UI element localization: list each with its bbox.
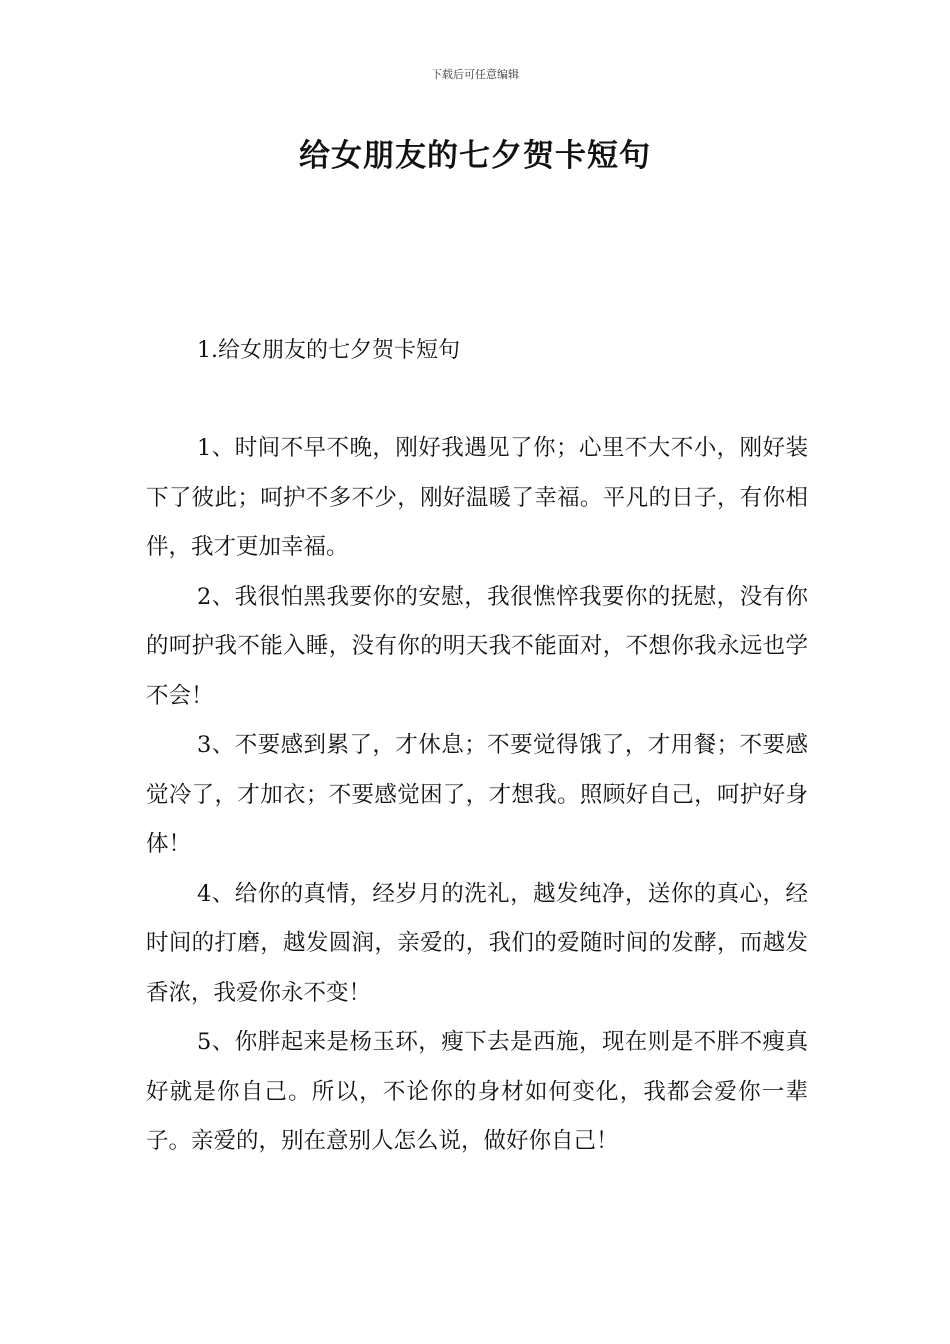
paragraph-2: 2、我很怕黑我要你的安慰，我很憔悴我要你的抚慰，没有你的呵护我不能入睡，没有你的明天我不能面对，不想你我永远也学不会！ — [146, 583, 808, 709]
paragraph-5: 5、你胖起来是杨玉环，瘦下去是西施，现在则是不胖不瘦真好就是你自己。所以，不论你的身材如何变化，我都会爱你一辈子。亲爱的，别在意别人怎么说，做好你自己！ — [146, 1029, 808, 1154]
paragraph-1: 1、时间不早不晚，刚好我遇见了你；心里不大不小，刚好装下了彼此；呵护不多不少，刚好温暖了幸福。平凡的日子，有你相伴，我才更加幸福。 — [146, 435, 808, 560]
body-text — [146, 424, 808, 1167]
header-note: 下载后可任意编辑 — [431, 68, 519, 81]
paragraph-4: 4、给你的真情，经岁月的洗礼，越发纯净，送你的真心，经时间的打磨，越发圆润，亲爱的，我们的爱随时间的发酵，而越发香浓，我爱你永不变！ — [146, 880, 808, 1006]
section-heading: 1.给女朋友的七夕贺卡短句 — [197, 338, 460, 363]
page-title: 给女朋友的七夕贺卡短句 — [299, 138, 651, 174]
paragraph-3: 3、不要感到累了，才休息；不要觉得饿了，才用餐；不要感觉冷了，才加衣；不要感觉困了，才想我。照顾好自己，呵护好身体！ — [146, 732, 808, 857]
